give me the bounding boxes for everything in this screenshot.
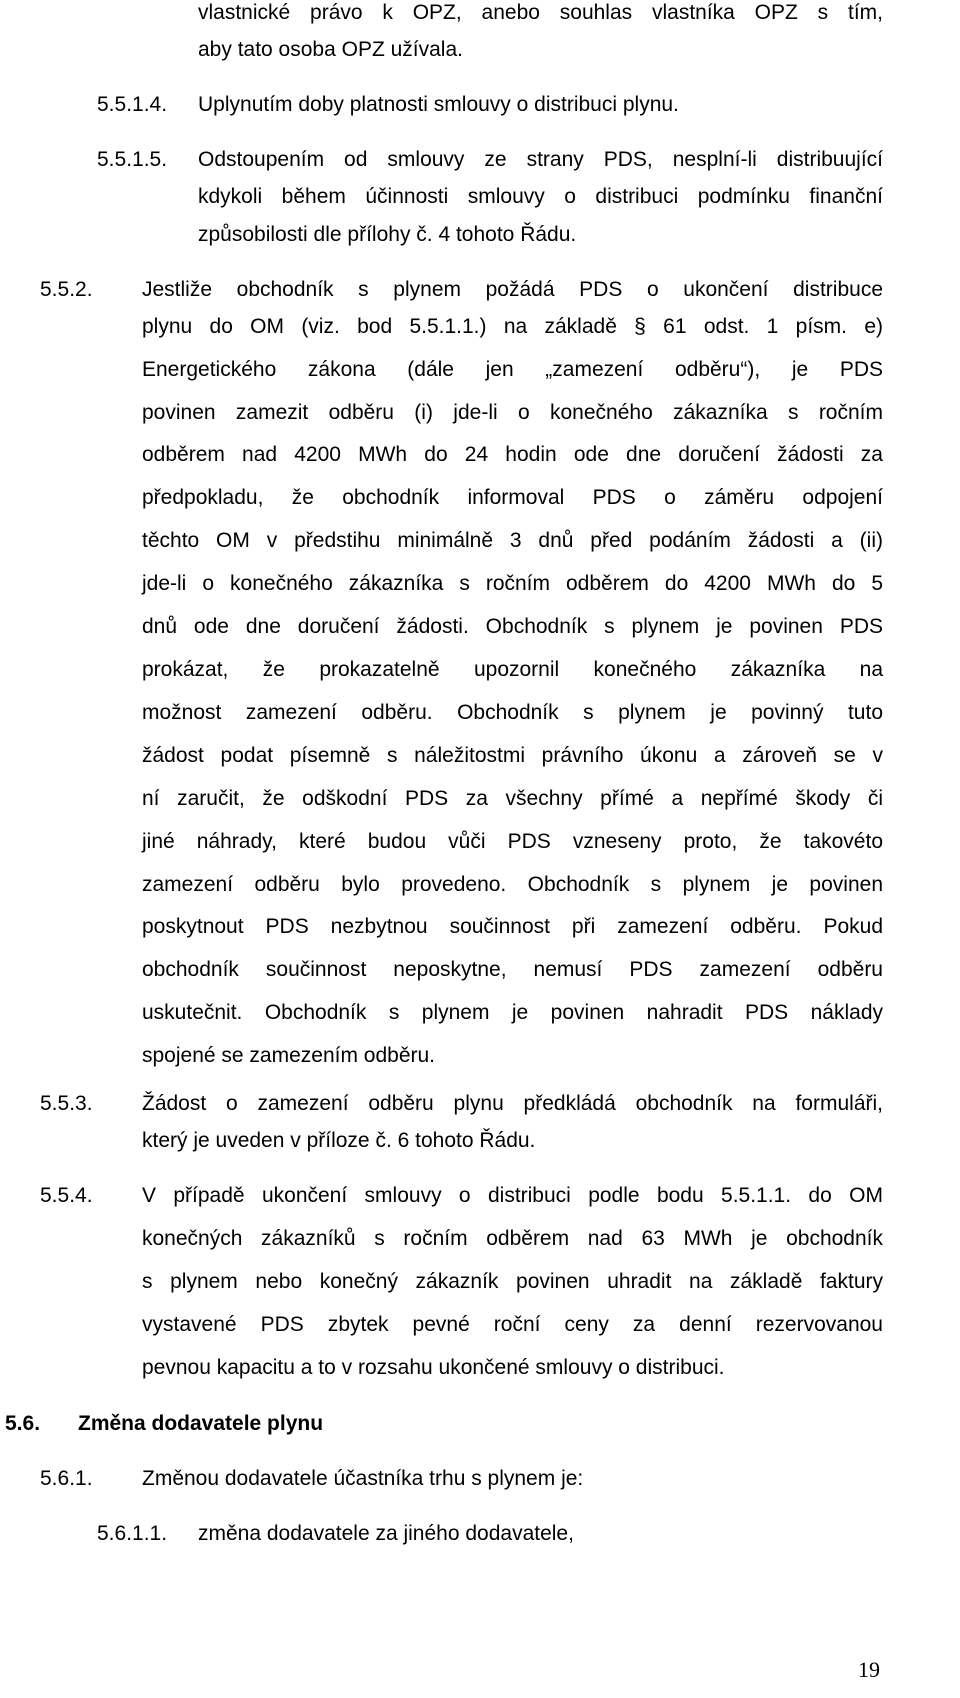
section-5-5-2-line: dnů ode dne doručení žádosti. Obchodník s plynem je povinen PDS [142, 615, 883, 638]
section-5-5-2-line: odběrem nad 4200 MWh do 24 hodin ode dne doručení žádosti za [142, 443, 883, 466]
section-5-6-1-text: Změnou dodavatele účastníka trhu s plynem je: [142, 1467, 584, 1490]
section-5-5-2-line: zamezení odběru bylo provedeno. Obchodník s plynem je povinen [142, 873, 883, 896]
section-5-5-3-number: 5.5.3. [40, 1092, 93, 1115]
intro-line-1: vlastnické právo k OPZ, anebo souhlas vlastníka OPZ s tím, [198, 1, 883, 24]
section-5-5-2-line: jde-li o konečného zákazníka s ročním odběrem do 4200 MWh do 5 [142, 572, 883, 595]
section-5-5-2-line: poskytnout PDS nezbytnou součinnost při zamezení odběru. Pokud [142, 915, 883, 938]
section-5-5-2-line: Jestliže obchodník s plynem požádá PDS o ukončení distribuce [142, 278, 883, 301]
section-5-5-4-number: 5.5.4. [40, 1184, 93, 1207]
section-5-5-2-line: žádost podat písemně s náležitostmi právního úkonu a zároveň se v [142, 744, 883, 767]
section-5-6-title: Změna dodavatele plynu [78, 1412, 324, 1435]
section-5-5-4-line: s plynem nebo konečný zákazník povinen uhradit na základě faktury [142, 1270, 883, 1293]
section-5-5-2-line: předpokladu, že obchodník informoval PDS o záměru odpojení [142, 486, 883, 509]
section-5-5-2-line: plynu do OM (viz. bod 5.5.1.1.) na základě § 61 odst. 1 písm. e) [142, 315, 883, 338]
section-5-6-1-1-text: změna dodavatele za jiného dodavatele, [198, 1522, 574, 1545]
section-5-5-4-line: pevnou kapacitu a to v rozsahu ukončené smlouvy o distribuci. [142, 1356, 725, 1379]
section-5-5-3-line-1: Žádost o zamezení odběru plynu předkládá obchodník na formuláři, [142, 1092, 883, 1115]
section-5-5-1-5-line-3: způsobilosti dle přílohy č. 4 tohoto Řádu. [198, 223, 577, 246]
section-5-6-number: 5.6. [5, 1412, 41, 1435]
section-5-5-2-line: ní zaručit, že odškodní PDS za všechny přímé a nepřímé škody či [142, 787, 883, 810]
section-5-5-4-line: V případě ukončení smlouvy o distribuci podle bodu 5.5.1.1. do OM [142, 1184, 883, 1207]
section-5-5-2-line: Energetického zákona (dále jen „zamezení odběru“), je PDS [142, 358, 883, 381]
section-5-5-1-5-line-1: Odstoupením od smlouvy ze strany PDS, nesplní-li distribuující [198, 148, 883, 171]
section-5-5-2-number: 5.5.2. [40, 278, 93, 301]
section-5-5-2-line: uskutečnit. Obchodník s plynem je povinen nahradit PDS náklady [142, 1001, 883, 1024]
intro-line-2: aby tato osoba OPZ užívala. [198, 38, 463, 61]
section-5-5-2-line: prokázat, že prokazatelně upozornil konečného zákazníka na [142, 658, 883, 681]
section-5-5-1-5-number: 5.5.1.5. [97, 148, 168, 171]
section-5-5-2-line: těchto OM v předstihu minimálně 3 dnů před podáním žádosti a (ii) [142, 529, 883, 552]
section-5-5-4-line: vystavené PDS zbytek pevné roční ceny za denní rezervovanou [142, 1313, 883, 1336]
section-5-5-2-line: obchodník součinnost neposkytne, nemusí PDS zamezení odběru [142, 958, 883, 981]
section-5-5-2-line: možnost zamezení odběru. Obchodník s plynem je povinný tuto [142, 701, 883, 724]
section-5-6-1-number: 5.6.1. [40, 1467, 93, 1490]
section-5-5-1-4-text: Uplynutím doby platnosti smlouvy o distribuci plynu. [198, 93, 679, 116]
section-5-6-1-1-number: 5.6.1.1. [97, 1522, 168, 1545]
section-5-5-1-5-line-2: kdykoli během účinnosti smlouvy o distribuci podmínku finanční [198, 185, 883, 208]
section-5-5-2-line: spojené se zamezením odběru. [142, 1044, 436, 1067]
section-5-5-2-line: povinen zamezit odběru (i) jde-li o konečného zákazníka s ročním [142, 401, 883, 424]
section-5-5-2-line: jiné náhrady, které budou vůči PDS vzneseny proto, že takovéto [142, 830, 883, 853]
section-5-5-3-line-2: který je uveden v příloze č. 6 tohoto Řádu. [142, 1129, 536, 1152]
page-number: 19 [858, 1657, 880, 1682]
section-5-5-1-4-number: 5.5.1.4. [97, 93, 168, 116]
section-5-5-4-line: konečných zákazníků s ročním odběrem nad 63 MWh je obchodník [142, 1227, 883, 1250]
